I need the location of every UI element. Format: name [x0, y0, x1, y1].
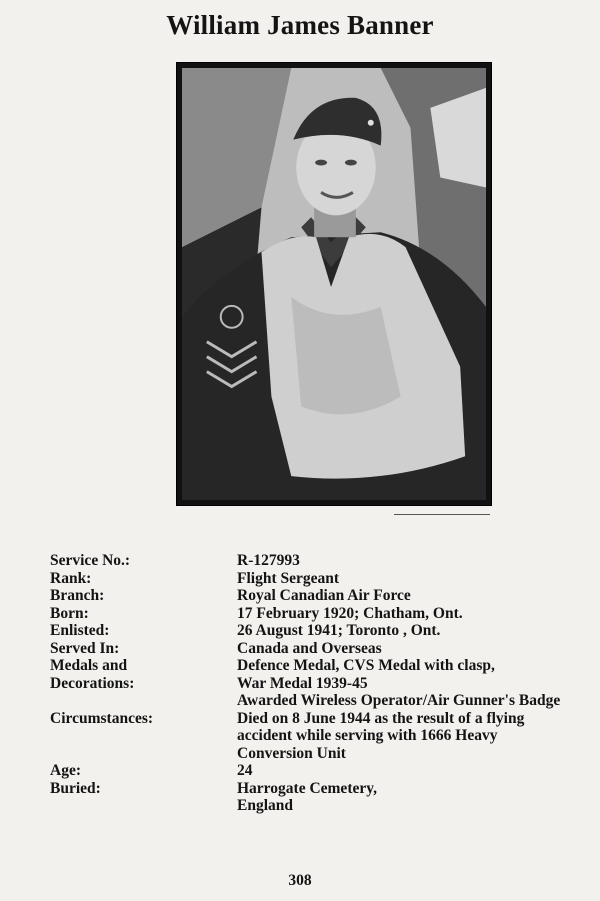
detail-value: Defence Medal, CVS Medal with clasp, [237, 657, 495, 674]
detail-label: Enlisted: [50, 622, 110, 639]
detail-row-decorations [50, 675, 570, 693]
detail-value: Died on 8 June 1944 as the result of a flying accident while serving with 1666 Heavy Conversion Unit [237, 709, 525, 762]
detail-row-born [50, 605, 570, 623]
detail-label: Buried: [50, 779, 101, 797]
detail-value: 24 [237, 762, 253, 779]
detail-label [50, 692, 237, 710]
detail-row-service-no [50, 552, 570, 570]
detail-label: Rank: [50, 569, 92, 587]
service-details [50, 552, 570, 815]
detail-label: Age: [50, 762, 81, 779]
detail-label: Served In: [50, 639, 120, 657]
detail-label: Medals and [50, 657, 128, 674]
detail-value: Awarded Wireless Operator/Air Gunner's Badge [237, 692, 561, 709]
detail-label: Decorations: [50, 674, 135, 692]
detail-row-medals [50, 657, 570, 675]
detail-value: Flight Sergeant [237, 569, 340, 587]
detail-row-rank [50, 570, 570, 588]
detail-row-branch [50, 587, 570, 605]
detail-value: R-127993 [237, 552, 300, 569]
detail-row-enlisted [50, 622, 570, 640]
page-title: William James Banner [166, 10, 434, 40]
detail-row-circumstances [50, 710, 570, 763]
detail-row-age [50, 762, 570, 780]
detail-value: Canada and Overseas [237, 639, 382, 657]
page-number: 308 [288, 872, 312, 889]
detail-value: Royal Canadian Air Force [237, 587, 411, 604]
detail-label: Circumstances: [50, 709, 154, 727]
detail-value: Harrogate Cemetery, England [237, 779, 378, 814]
detail-value: 26 August 1941; Toronto , Ont. [237, 622, 441, 639]
photo-underline-divider [394, 514, 490, 515]
portrait-photo [182, 68, 486, 500]
detail-label: Service No.: [50, 552, 131, 569]
detail-value: 17 February 1920; Chatham, Ont. [237, 604, 463, 622]
detail-label: Born: [50, 604, 89, 622]
detail-label: Branch: [50, 587, 105, 604]
portrait-illustration [182, 68, 486, 500]
detail-row-served-in [50, 640, 570, 658]
detail-row-badge [50, 692, 570, 710]
detail-row-buried [50, 780, 570, 815]
portrait-photo-frame [176, 62, 492, 506]
detail-value: War Medal 1939-45 [237, 674, 368, 692]
